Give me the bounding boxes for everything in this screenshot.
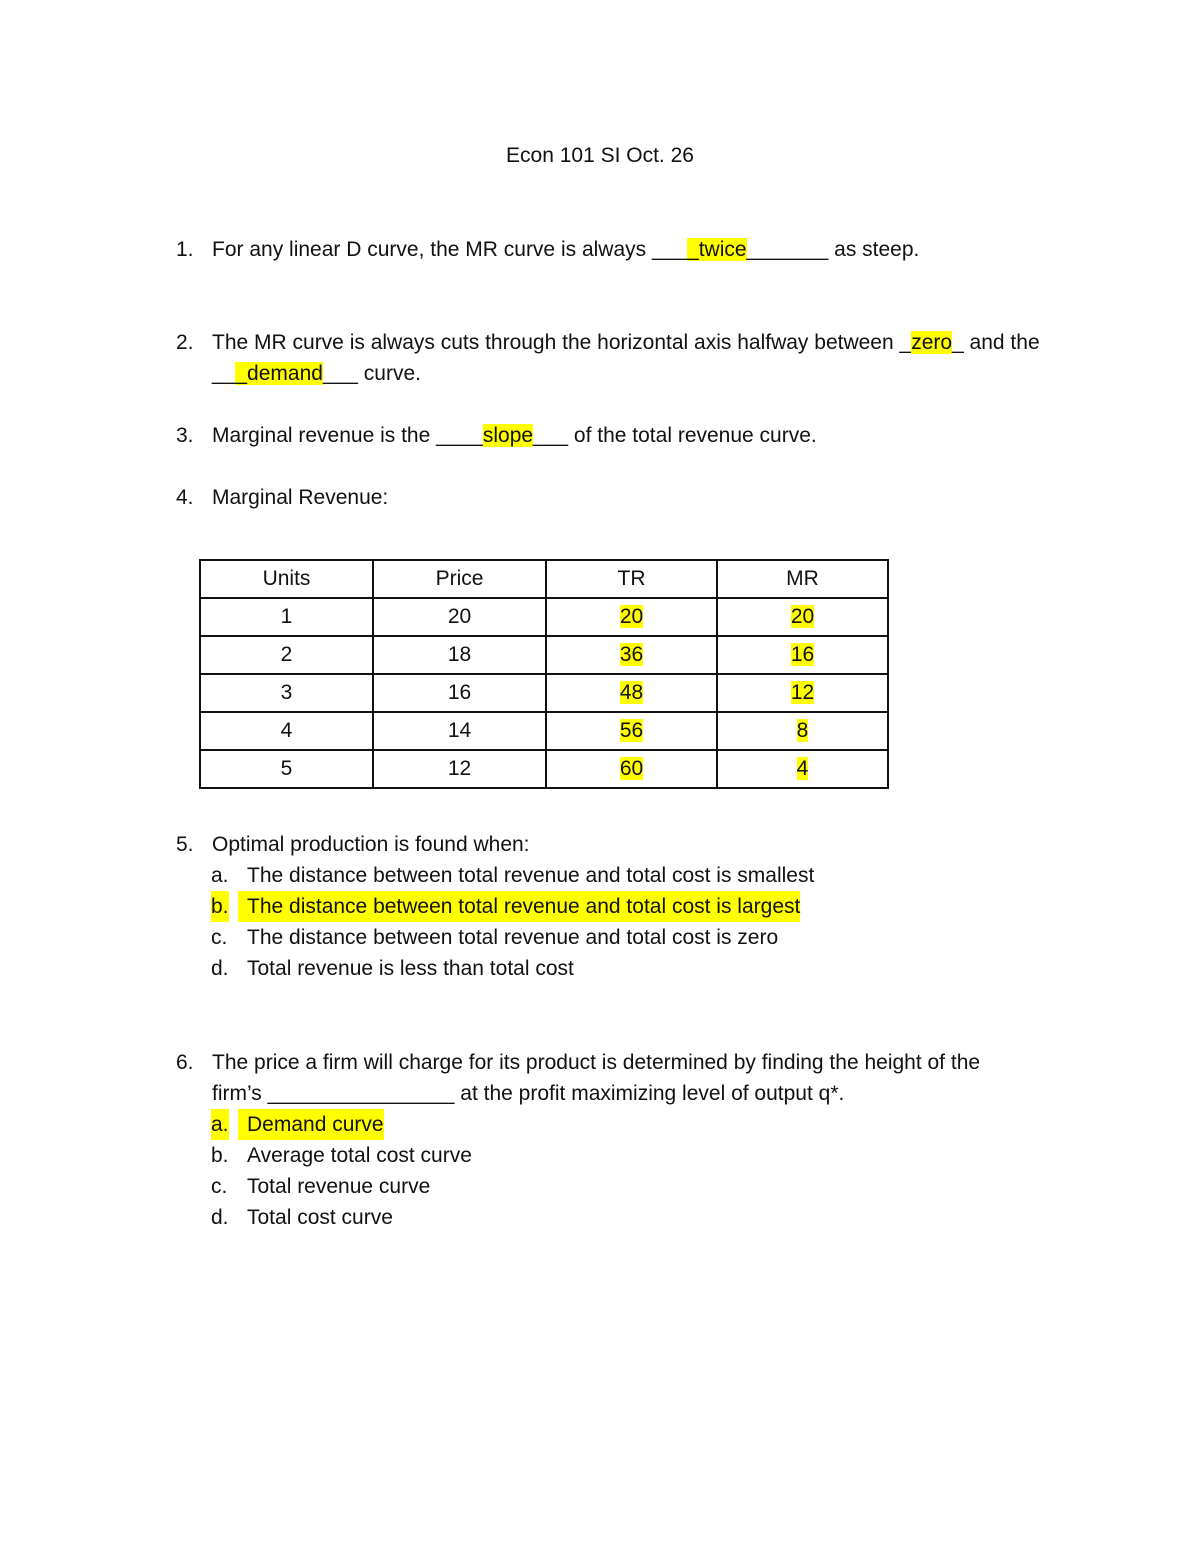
question-text: Optimal production is found when:	[212, 833, 530, 856]
marginal-revenue-table	[199, 559, 889, 789]
price-cell: 20	[373, 598, 546, 636]
question-text: For any linear D curve, the MR curve is always ___	[212, 238, 688, 261]
answer-option: d. Total cost curve	[211, 1206, 393, 1229]
question-text: The price a firm will charge for its product is determined by finding the height of the	[212, 1051, 981, 1074]
answer-option: c. The distance between total revenue and total cost is zero	[211, 926, 779, 949]
highlighted-answer: slope	[482, 424, 534, 447]
tr-cell: 36	[546, 636, 717, 674]
mr-cell: 12	[717, 674, 888, 712]
mr-cell: 16	[717, 636, 888, 674]
answer-options	[176, 1109, 1076, 1233]
table-header-row	[200, 560, 888, 598]
page-title: Econ 101 SI Oct. 26	[506, 144, 694, 167]
tr-cell: 60	[546, 750, 717, 788]
price-cell: 12	[373, 750, 546, 788]
price-cell: 14	[373, 712, 546, 750]
units-cell: 2	[200, 636, 373, 674]
question-6	[176, 1047, 1076, 1233]
question-number: 4.	[176, 486, 194, 509]
column-header: Price	[373, 560, 546, 598]
question-5	[176, 829, 1076, 984]
answer-option-correct: b. The distance between total revenue and total cost is largest	[176, 891, 1076, 922]
price-cell: 18	[373, 636, 546, 674]
answer-option: b. Average total cost curve	[211, 1144, 472, 1167]
units-cell: 5	[200, 750, 373, 788]
tr-cell: 56	[546, 712, 717, 750]
question-number: 1.	[176, 238, 194, 261]
answer-option-correct: a. Demand curve	[176, 1109, 1076, 1140]
mr-cell: 20	[717, 598, 888, 636]
units-cell: 4	[200, 712, 373, 750]
question-text: firm’s ________________ at the profit maximizing level of output q*.	[212, 1082, 845, 1105]
question-number: 6.	[176, 1051, 194, 1074]
highlighted-answer: _demand	[235, 362, 323, 385]
column-header: MR	[717, 560, 888, 598]
units-cell: 1	[200, 598, 373, 636]
question-3	[176, 420, 1076, 451]
answer-option: d. Total revenue is less than total cost	[211, 957, 574, 980]
question-text: ___ curve.	[322, 362, 421, 385]
highlighted-answer: zero	[911, 331, 953, 354]
mr-cell: 8	[717, 712, 888, 750]
table-row	[200, 598, 888, 636]
table-row	[200, 674, 888, 712]
highlighted-answer: _twice	[687, 238, 747, 261]
question-text: ___ of the total revenue curve.	[533, 424, 817, 447]
answer-options	[176, 860, 1076, 984]
units-cell: 3	[200, 674, 373, 712]
mr-cell: 4	[717, 750, 888, 788]
answer-option: a. The distance between total revenue and total cost is smallest	[211, 864, 815, 887]
question-text: Marginal revenue is the ____	[212, 424, 483, 447]
question-text: _______ as steep.	[746, 238, 920, 261]
question-text: _ and the	[952, 331, 1040, 354]
tr-cell: 48	[546, 674, 717, 712]
question-text: __	[212, 362, 236, 385]
tr-cell: 20	[546, 598, 717, 636]
question-number: 5.	[176, 833, 194, 856]
column-header: TR	[546, 560, 717, 598]
table-row	[200, 750, 888, 788]
question-number: 2.	[176, 331, 194, 354]
table-row	[200, 712, 888, 750]
question-4	[176, 482, 1076, 513]
question-2	[176, 327, 1076, 389]
price-cell: 16	[373, 674, 546, 712]
question-text: The MR curve is always cuts through the horizontal axis halfway between _	[212, 331, 912, 354]
question-number: 3.	[176, 424, 194, 447]
column-header: Units	[200, 560, 373, 598]
question-1	[176, 234, 1076, 265]
answer-option: c. Total revenue curve	[211, 1175, 431, 1198]
table-row	[200, 636, 888, 674]
question-text: Marginal Revenue:	[212, 486, 389, 509]
